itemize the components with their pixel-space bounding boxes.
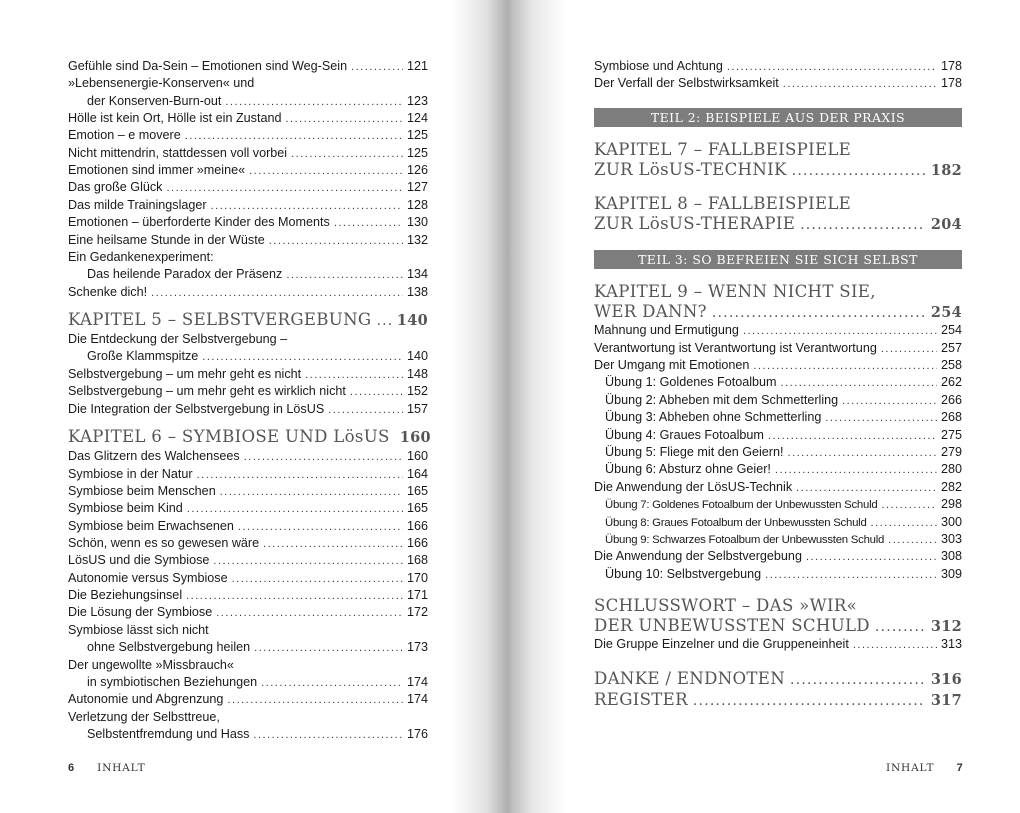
dot-leader — [788, 445, 937, 462]
toc-entry — [68, 145, 428, 163]
toc-page-number: 300 — [940, 515, 962, 529]
toc-page-number: 204 — [930, 216, 962, 233]
toc-entry-continuation — [87, 93, 428, 111]
toc-entry-title: ZUR LösUS-TECHNIK — [594, 160, 787, 179]
dot-leader — [781, 375, 937, 392]
toc-entry-title: KAPITEL 9 – WENN NICHT SIE, — [594, 282, 876, 301]
toc-page-number: 258 — [940, 358, 962, 372]
toc-page-number: 124 — [406, 111, 428, 125]
dot-leader — [186, 588, 403, 605]
toc-entry — [605, 374, 962, 392]
chapter-heading — [594, 668, 962, 691]
toc-entry — [605, 514, 962, 532]
toc-entry-continuation — [87, 348, 428, 366]
toc-page-number: 279 — [940, 445, 962, 459]
toc-page-number: 148 — [406, 367, 428, 381]
toc-page-number: 268 — [940, 410, 962, 424]
toc-entry-title: Symbiose beim Erwachsenen — [68, 519, 234, 533]
toc-page-number: 312 — [930, 618, 962, 635]
toc-entry — [605, 496, 962, 514]
toc-entry-title: Emotion – e movere — [68, 128, 181, 142]
toc-entry — [68, 587, 428, 605]
toc-entry-title: Nicht mittendrin, stattdessen voll vorbei — [68, 146, 288, 160]
toc-entry-title: Übung 2: Abheben mit dem Schmetterling — [605, 393, 839, 407]
toc-entry-title: Übung 6: Absturz ohne Geier! — [605, 462, 771, 476]
toc-page-number: 173 — [406, 640, 428, 654]
toc-entry-continuation — [87, 726, 428, 744]
dot-leader — [693, 691, 926, 712]
dot-leader — [254, 640, 403, 657]
toc-entry — [605, 427, 962, 445]
toc-entry — [68, 518, 428, 536]
toc-page-number: 313 — [940, 637, 962, 651]
toc-entry-title: Hölle ist kein Ort, Hölle ist ein Zustand — [68, 111, 282, 125]
dot-leader — [211, 198, 403, 215]
toc-entry-title: WER DANN? — [594, 302, 707, 321]
dot-leader — [216, 605, 403, 622]
toc-entry-title: Schön, wenn es so gewesen wäre — [68, 536, 260, 550]
toc-entry-title: KAPITEL 6 – SYMBIOSE UND LösUS — [68, 427, 390, 446]
dot-leader — [765, 567, 937, 584]
toc-entry — [68, 179, 428, 197]
chapter-heading — [68, 426, 431, 449]
toc-page-number: 164 — [406, 467, 428, 481]
toc-entry — [68, 162, 428, 180]
toc-entry — [68, 570, 428, 588]
toc-entry — [68, 75, 428, 92]
toc-entry — [68, 110, 428, 128]
toc-entry — [594, 340, 962, 358]
chapter-heading — [594, 615, 962, 638]
dot-leader — [712, 303, 926, 324]
left-page-footer — [68, 762, 145, 774]
toc-page-number: 125 — [406, 128, 428, 142]
dot-leader — [743, 323, 937, 340]
toc-entry-title: Übung 8: Graues Fotoalbum der Unbewussten Schuld — [605, 517, 867, 529]
toc-page-number: 309 — [940, 567, 962, 581]
toc-entry-title: Selbstvergebung – um mehr geht es wirklich nicht — [68, 384, 346, 398]
dot-leader — [842, 393, 937, 410]
toc-page-number: 125 — [406, 146, 428, 160]
toc-page-number: 166 — [406, 519, 428, 533]
toc-entry — [68, 622, 428, 639]
toc-entry — [68, 366, 428, 384]
toc-page-number: 317 — [930, 692, 962, 709]
toc-page-number: 128 — [406, 198, 428, 212]
dot-leader — [753, 358, 937, 375]
toc-entry-title: Der Umgang mit Emotionen — [594, 358, 750, 372]
toc-entry-title: Das große Glück — [68, 180, 163, 194]
dot-leader — [185, 128, 403, 145]
toc-entry-title: in symbiotischen Beziehungen — [87, 675, 258, 689]
toc-page-number: 160 — [406, 449, 428, 463]
toc-entry-title: Eine heilsame Stunde in der Wüste — [68, 233, 265, 247]
toc-entry — [594, 75, 962, 93]
toc-entry — [68, 604, 428, 622]
toc-entry — [594, 58, 962, 76]
toc-page-number: 140 — [396, 312, 428, 329]
toc-entry-title: ohne Selbstvergebung heilen — [87, 640, 251, 654]
dot-leader — [151, 285, 403, 302]
toc-page-number: 172 — [406, 605, 428, 619]
toc-page-number: 152 — [406, 384, 428, 398]
toc-page-number: 134 — [406, 267, 428, 281]
toc-page-number: 266 — [940, 393, 962, 407]
toc-page-number: 174 — [406, 675, 428, 689]
dot-leader — [727, 59, 937, 76]
toc-entry — [605, 444, 962, 462]
dot-leader — [285, 111, 403, 128]
dot-leader — [350, 384, 403, 401]
toc-entry — [68, 401, 428, 419]
toc-entry-title: Autonomie versus Symbiose — [68, 571, 228, 585]
dot-leader — [225, 94, 403, 111]
toc-entry-title: Die Anwendung der Selbstvergebung — [594, 549, 802, 563]
toc-entry — [68, 232, 428, 250]
toc-page-number: 303 — [940, 532, 962, 546]
chapter-heading — [594, 139, 962, 160]
toc-page-number: 171 — [406, 588, 428, 602]
toc-page-number: 176 — [406, 727, 428, 741]
dot-leader — [871, 515, 937, 532]
toc-page-number: 178 — [940, 59, 962, 73]
toc-entry-title: Große Klammspitze — [87, 349, 199, 363]
running-header: INHALT — [886, 762, 935, 774]
toc-entry-title: Die Entdeckung der Selbstvergebung – — [68, 332, 288, 346]
toc-page-number: 165 — [406, 501, 428, 515]
dot-leader — [881, 341, 937, 358]
toc-page-number: 178 — [940, 76, 962, 90]
dot-leader — [220, 484, 403, 501]
toc-entry-title: Übung 9: Schwarzes Fotoalbum der Unbewussten Schuld — [605, 534, 885, 546]
dot-leader — [291, 146, 403, 163]
toc-entry-title: Die Integration der Selbstvergebung in LösUS — [68, 402, 325, 416]
toc-entry-title: Übung 3: Abheben ohne Schmetterling — [605, 410, 822, 424]
toc-entry-title: »Lebensenergie-Konserven« und — [68, 76, 255, 90]
toc-entry — [68, 197, 428, 215]
toc-page-number: 316 — [930, 671, 962, 688]
toc-entry-title: Gefühle sind Da-Sein – Emotionen sind Weg-Sein — [68, 59, 348, 73]
toc-entry — [594, 479, 962, 497]
toc-page-number: 160 — [399, 429, 431, 446]
chapter-heading — [68, 309, 428, 332]
toc-entry-title: KAPITEL 7 – FALLBEISPIELE — [594, 140, 852, 159]
toc-entry — [68, 535, 428, 553]
toc-entry-title: Der ungewollte »Missbrauch« — [68, 658, 234, 672]
dot-leader — [792, 161, 926, 182]
toc-page-number: 130 — [406, 215, 428, 229]
toc-entry — [68, 552, 428, 570]
toc-page-number: 127 — [406, 180, 428, 194]
right-page — [510, 0, 1020, 813]
dot-leader — [881, 497, 937, 514]
dot-leader — [232, 571, 403, 588]
dot-leader — [166, 180, 403, 197]
toc-entry — [594, 322, 962, 340]
dot-leader — [187, 501, 403, 518]
toc-entry-continuation — [87, 266, 428, 284]
toc-entry — [68, 127, 428, 145]
toc-entry — [68, 500, 428, 518]
toc-entry-title: Symbiose beim Kind — [68, 501, 183, 515]
toc-page-number: 298 — [940, 497, 962, 511]
dot-leader — [783, 76, 937, 93]
toc-entry-title: Symbiose und Achtung — [594, 59, 723, 73]
toc-entry-title: KAPITEL 8 – FALLBEISPIELE — [594, 194, 852, 213]
toc-entry-title: Selbstentfremdung und Hass — [87, 727, 250, 741]
toc-entry-title: Der Verfall der Selbstwirksamkeit — [594, 76, 779, 90]
toc-page-number: 182 — [930, 162, 962, 179]
toc-entry — [68, 483, 428, 501]
toc-entry-title: DER UNBEWUSSTEN SCHULD — [594, 616, 870, 635]
dot-leader — [800, 215, 926, 236]
dot-leader — [328, 402, 403, 419]
dot-leader — [376, 311, 391, 332]
toc-entry — [68, 448, 428, 466]
toc-entry-title: KAPITEL 5 – SELBSTVERGEBUNG — [68, 310, 372, 329]
toc-entry — [68, 466, 428, 484]
toc-entry-title: Verantwortung ist Verantwortung ist Verantwortung — [594, 341, 877, 355]
toc-page-number: 262 — [940, 375, 962, 389]
toc-entry-title: ZUR LösUS-THERAPIE — [594, 214, 796, 233]
toc-entry — [605, 531, 962, 549]
dot-leader — [853, 637, 937, 654]
toc-entry — [68, 284, 428, 302]
dot-leader — [806, 549, 937, 566]
toc-page-number: 121 — [406, 59, 428, 73]
toc-entry — [594, 636, 962, 654]
toc-entry — [68, 657, 428, 674]
toc-entry-title: Symbiose lässt sich nicht — [68, 623, 209, 637]
part-heading-band: TEIL 2: BEISPIELE AUS DER PRAXIS — [594, 108, 962, 127]
toc-page-number: 165 — [406, 484, 428, 498]
toc-page-number: 257 — [940, 341, 962, 355]
dot-leader — [238, 519, 403, 536]
toc-entry-title: der Konserven-Burn-out — [87, 94, 222, 108]
dot-leader — [790, 670, 926, 691]
dot-leader — [888, 532, 937, 549]
toc-entry-title: Das milde Trainingslager — [68, 198, 207, 212]
toc-page-number: 254 — [930, 304, 962, 321]
toc-entry-title: Übung 5: Fliege mit den Geiern! — [605, 445, 784, 459]
toc-entry — [594, 357, 962, 375]
toc-entry — [68, 58, 428, 76]
toc-entry — [605, 566, 962, 584]
toc-entry-title: Emotionen – überforderte Kinder des Moments — [68, 215, 330, 229]
toc-page-number: 280 — [940, 462, 962, 476]
toc-entry — [605, 461, 962, 479]
toc-entry-title: Übung 4: Graues Fotoalbum — [605, 428, 764, 442]
chapter-heading — [594, 301, 962, 324]
dot-leader — [286, 267, 403, 284]
toc-entry — [68, 331, 428, 348]
toc-entry-title: Ein Gedankenexperiment: — [68, 250, 214, 264]
dot-leader — [227, 692, 403, 709]
toc-entry-title: Symbiose in der Natur — [68, 467, 193, 481]
toc-entry-title: DANKE / ENDNOTEN — [594, 669, 786, 688]
dot-leader — [269, 233, 403, 250]
toc-entry-title: Übung 7: Goldenes Fotoalbum der Unbewussten Schuld — [605, 499, 878, 511]
page-number: 6 — [68, 762, 75, 774]
dot-leader — [213, 553, 403, 570]
toc-entry-title: Übung 10: Selbstvergebung — [605, 567, 762, 581]
chapter-heading — [594, 213, 962, 236]
toc-page-number: 166 — [406, 536, 428, 550]
toc-entry-title: Emotionen sind immer »meine« — [68, 163, 246, 177]
toc-entry-title: Übung 1: Goldenes Fotoalbum — [605, 375, 777, 389]
dot-leader — [775, 462, 937, 479]
toc-page-number: 123 — [406, 94, 428, 108]
toc-page-number: 138 — [406, 285, 428, 299]
dot-leader — [334, 215, 403, 232]
chapter-heading — [594, 689, 962, 712]
toc-entry — [594, 548, 962, 566]
toc-page-number: 140 — [406, 349, 428, 363]
toc-page-number: 157 — [406, 402, 428, 416]
toc-entry-continuation — [87, 674, 428, 692]
dot-leader — [796, 480, 937, 497]
toc-entry-title: Die Beziehungsinsel — [68, 588, 183, 602]
toc-page-number: 254 — [940, 323, 962, 337]
toc-entry-title: Die Gruppe Einzelner und die Gruppeneinheit — [594, 637, 849, 651]
dot-leader — [244, 449, 403, 466]
toc-entry — [605, 409, 962, 427]
toc-entry-title: Das Glitzern des Walchensees — [68, 449, 240, 463]
dot-leader — [261, 675, 403, 692]
toc-entry-title: SCHLUSSWORT – DAS »WIR« — [594, 596, 858, 615]
toc-entry-title: Mahnung und Ermutigung — [594, 323, 739, 337]
dot-leader — [305, 367, 403, 384]
toc-entry-title: Die Anwendung der LösUS-Technik — [594, 480, 793, 494]
running-header: INHALT — [97, 762, 146, 774]
toc-entry-title: Die Lösung der Symbiose — [68, 605, 213, 619]
toc-entry — [68, 709, 428, 726]
dot-leader — [768, 428, 937, 445]
dot-leader — [249, 163, 403, 180]
dot-leader — [253, 727, 403, 744]
toc-entry-title: Verletzung der Selbsttreue, — [68, 710, 220, 724]
dot-leader — [202, 349, 403, 366]
toc-entry — [605, 392, 962, 410]
dot-leader — [825, 410, 937, 427]
toc-entry — [68, 691, 428, 709]
page-number: 7 — [956, 762, 964, 774]
dot-leader — [875, 617, 926, 638]
chapter-heading — [594, 159, 962, 182]
toc-entry-title: LösUS und die Symbiose — [68, 553, 210, 567]
chapter-heading — [594, 281, 962, 302]
toc-page-number: 170 — [406, 571, 428, 585]
toc-entry — [68, 249, 428, 266]
toc-page-number: 132 — [406, 233, 428, 247]
toc-page-number: 174 — [406, 692, 428, 706]
toc-entry — [68, 383, 428, 401]
chapter-heading — [594, 595, 962, 616]
toc-entry-title: Symbiose beim Menschen — [68, 484, 216, 498]
toc-page-number: 126 — [406, 163, 428, 177]
dot-leader — [263, 536, 403, 553]
toc-entry-continuation — [87, 639, 428, 657]
dot-leader — [197, 467, 403, 484]
chapter-heading — [594, 193, 962, 214]
toc-entry-title: Selbstvergebung – um mehr geht es nicht — [68, 367, 302, 381]
right-page-footer — [886, 762, 963, 774]
toc-entry — [68, 214, 428, 232]
toc-page-number: 168 — [406, 553, 428, 567]
part-heading-band: TEIL 3: SO BEFREIEN SIE SICH SELBST — [594, 250, 962, 269]
toc-entry-title: Schenke dich! — [68, 285, 148, 299]
toc-entry-title: Autonomie und Abgrenzung — [68, 692, 224, 706]
toc-entry-title: Das heilende Paradox der Präsenz — [87, 267, 283, 281]
toc-page-number: 308 — [940, 549, 962, 563]
toc-entry-title: REGISTER — [594, 690, 688, 709]
toc-page-number: 282 — [940, 480, 962, 494]
toc-page-number: 275 — [940, 428, 962, 442]
dot-leader — [351, 59, 403, 76]
